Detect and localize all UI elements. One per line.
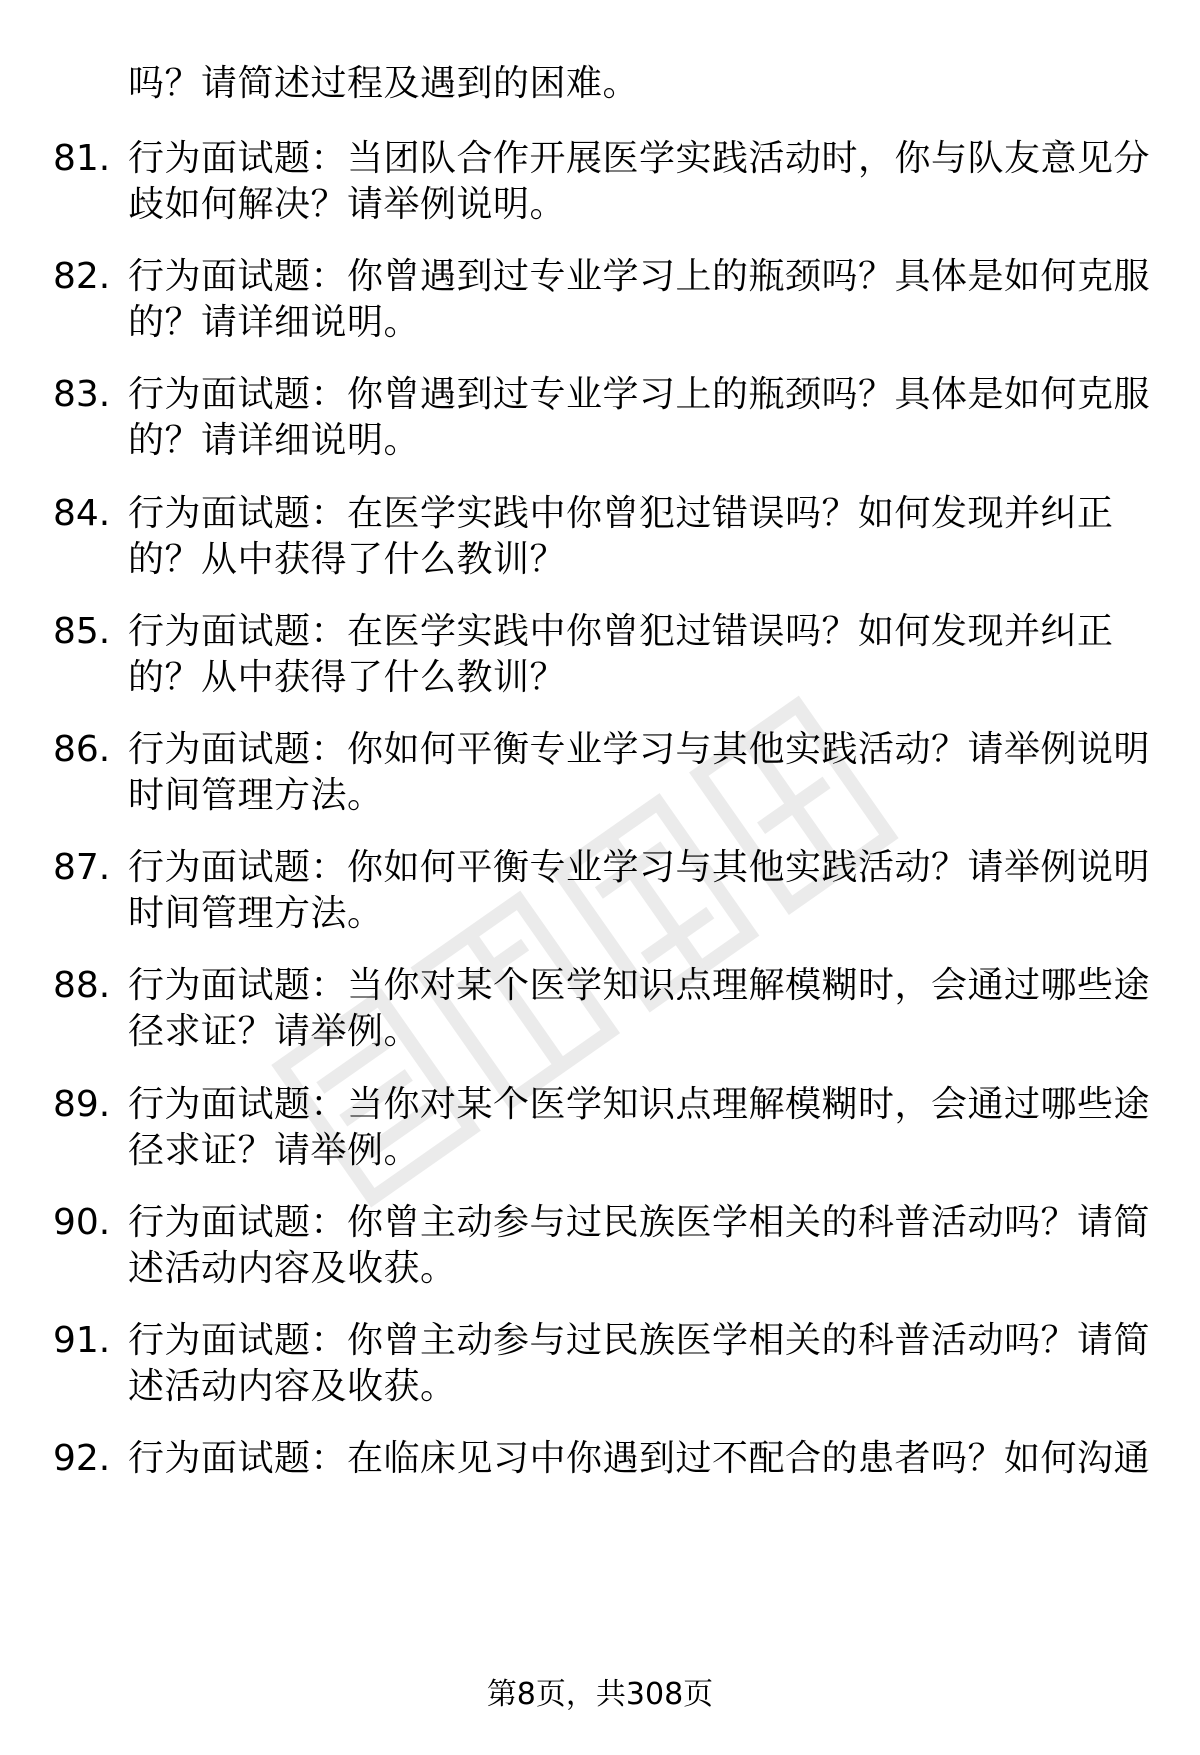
- question-text-line: 述活动内容及收获。: [128, 1366, 457, 1407]
- question-text-line: 径求证？请举例。: [128, 1011, 421, 1053]
- question-text-line: 行为面试题：你如何平衡专业学习与其他实践活动？请举例说明: [128, 847, 1151, 889]
- question-number: 91.: [53, 1320, 111, 1361]
- question-number: 81.: [53, 138, 111, 179]
- question-text-line: 行为面试题：你如何平衡专业学习与其他实践活动？请举例说明: [128, 729, 1151, 770]
- question-number: 88.: [53, 965, 111, 1007]
- question-text-line: 行为面试题：你曾主动参与过民族医学相关的科普活动吗？请简: [128, 1201, 1151, 1243]
- question-number: 82.: [53, 256, 111, 298]
- question-number: 89.: [53, 1083, 111, 1125]
- question-text-line: 行为面试题：你曾主动参与过民族医学相关的科普活动吗？请简: [128, 1320, 1151, 1361]
- question-text-line: 行为面试题：当你对某个医学知识点理解模糊时，会通过哪些途: [128, 965, 1151, 1007]
- question-text-line: 径求证？请举例。: [128, 1129, 421, 1171]
- question-number: 90.: [53, 1201, 111, 1243]
- question-number: 86.: [53, 729, 111, 770]
- question-text-line: 的？从中获得了什么教训？: [128, 656, 567, 698]
- question-text-line: 行为面试题：当团队合作开展医学实践活动时，你与队友意见分: [128, 138, 1151, 179]
- question-text-line: 行为面试题：在临床见习中你遇到过不配合的患者吗？如何沟通: [128, 1438, 1151, 1480]
- continuation-line: 吗？请简述过程及遇到的困难。: [128, 63, 640, 104]
- question-text-line: 行为面试题：在医学实践中你曾犯过错误吗？如何发现并纠正: [128, 610, 1114, 652]
- question-number: 92.: [53, 1438, 111, 1480]
- question-text-line: 行为面试题：你曾遇到过专业学习上的瓶颈吗？具体是如何克服: [128, 374, 1151, 416]
- question-number: 87.: [53, 847, 111, 889]
- question-number: 84.: [53, 492, 111, 534]
- question-text-line: 时间管理方法。: [128, 775, 384, 816]
- question-text-line: 的？请详细说明。: [128, 302, 421, 344]
- question-text-line: 行为面试题：当你对某个医学知识点理解模糊时，会通过哪些途: [128, 1083, 1151, 1125]
- question-text-line: 歧如何解决？请举例说明。: [128, 184, 567, 225]
- question-number: 83.: [53, 374, 111, 416]
- question-text-line: 行为面试题：在医学实践中你曾犯过错误吗？如何发现并纠正: [128, 492, 1114, 534]
- question-text-line: 行为面试题：你曾遇到过专业学习上的瓶颈吗？具体是如何克服: [128, 256, 1151, 298]
- question-text-line: 的？请详细说明。: [128, 420, 421, 462]
- question-text-line: 述活动内容及收获。: [128, 1247, 457, 1289]
- page-footer: 第8页，共308页: [486, 1677, 714, 1712]
- question-text-line: 的？从中获得了什么教训？: [128, 538, 567, 580]
- question-number: 85.: [53, 610, 111, 652]
- question-text-line: 时间管理方法。: [128, 893, 384, 935]
